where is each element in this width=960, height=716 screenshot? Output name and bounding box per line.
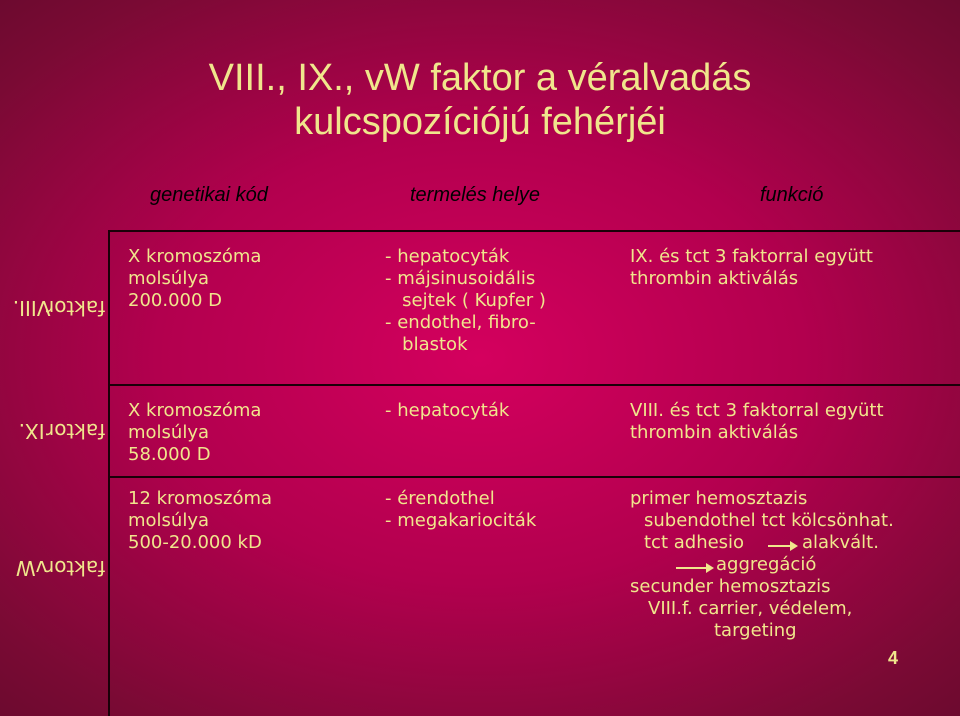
cell-viii-genetic: X kromoszóma molsúlya 200.000 D — [128, 246, 262, 311]
cell-ix-production: - hepatocyták — [385, 400, 510, 421]
table-divider-row1 — [108, 384, 960, 386]
cell-vw-production: - érendothel - megakariociták — [385, 488, 537, 531]
cell-viii-production: - hepatocyták - májsinusoidális sejtek ( Kupfer ) - endothel, fibro- blastok — [385, 246, 546, 355]
row-label-viii: VIII. faktor — [13, 296, 106, 320]
function-line-subendothel: subendothel tct kölcsönhat. — [644, 510, 894, 531]
slide-title-line2: kulcspozíciójú fehérjéi — [294, 101, 666, 143]
function-line-targeting: targeting — [714, 620, 797, 641]
cell-ix-function: VIII. és tct 3 faktorral együtt thrombin aktiválás — [630, 400, 884, 443]
arrow-icon — [676, 567, 712, 569]
cell-viii-function: IX. és tct 3 faktorral együtt thrombin aktiválás — [630, 246, 873, 289]
row-label-vw: vW faktor — [16, 556, 106, 580]
arrow-icon — [768, 545, 796, 547]
column-header-genetic: genetikai kód — [150, 184, 268, 206]
page-number: 4 — [888, 648, 899, 668]
function-line-carrier: VIII.f. carrier, védelem, — [648, 598, 853, 619]
function-line-adhesio: tct adhesio — [644, 532, 745, 553]
column-header-production: termelés helye — [410, 184, 541, 206]
table-divider-vertical — [108, 230, 110, 716]
row-label-ix: IX. faktor — [19, 419, 106, 443]
function-line-alakvalt: alakvált. — [802, 532, 879, 553]
table-divider-row2 — [108, 476, 960, 478]
column-header-function: funkció — [760, 184, 824, 206]
cell-vw-genetic: 12 kromoszóma molsúlya 500-20.000 kD — [128, 488, 273, 553]
table-divider-top — [108, 230, 960, 232]
cell-ix-genetic: X kromoszóma molsúlya 58.000 D — [128, 400, 262, 465]
function-line-secunder: secunder hemosztazis — [630, 576, 831, 597]
slide-title-line1: VIII., IX., vW faktor a véralvadás — [208, 57, 752, 99]
function-line-aggregacio: aggregáció — [716, 554, 817, 575]
function-line-primer: primer hemosztazis — [630, 488, 808, 509]
